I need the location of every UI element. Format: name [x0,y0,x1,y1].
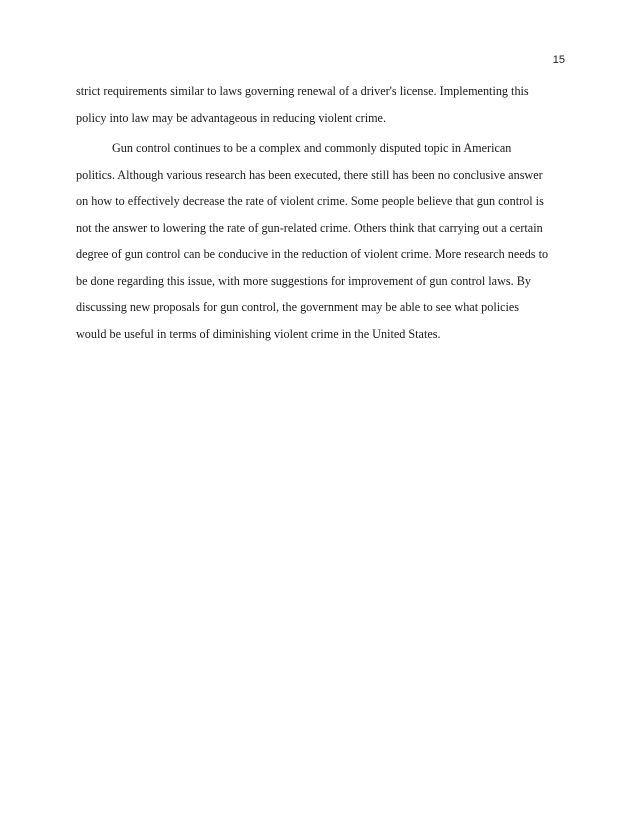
paragraph-2 [76,135,566,347]
document-body [76,78,566,347]
text-line: Gun control continues to be a complex and commonly disputed topic in American [112,141,512,155]
text-line: not the answer to lowering the rate of gun-related crime. Others think that carrying out a certain [76,220,543,235]
page-number: 15 [552,54,565,66]
text-line: degree of gun control can be conducive in the reduction of violent crime. More research needs to [76,247,549,261]
text-line: discussing new proposals for gun control, the government may be able to see what policies [76,300,520,314]
text-line: strict requirements similar to laws governing renewal of a driver's license. Implementing this [76,84,529,98]
paragraph-1 [76,78,566,131]
text-line: would be useful in terms of diminishing violent crime in the United States. [76,326,441,341]
text-line: politics. Although various research has been executed, there still has been no conclusive answer [76,167,543,182]
text-line: be done regarding this issue, with more suggestions for improvement of gun control laws. By [76,273,531,288]
text-line: policy into law may be advantageous in reducing violent crime. [76,110,387,125]
text-line: on how to effectively decrease the rate of violent crime. Some people believe that gun control is [76,194,544,208]
